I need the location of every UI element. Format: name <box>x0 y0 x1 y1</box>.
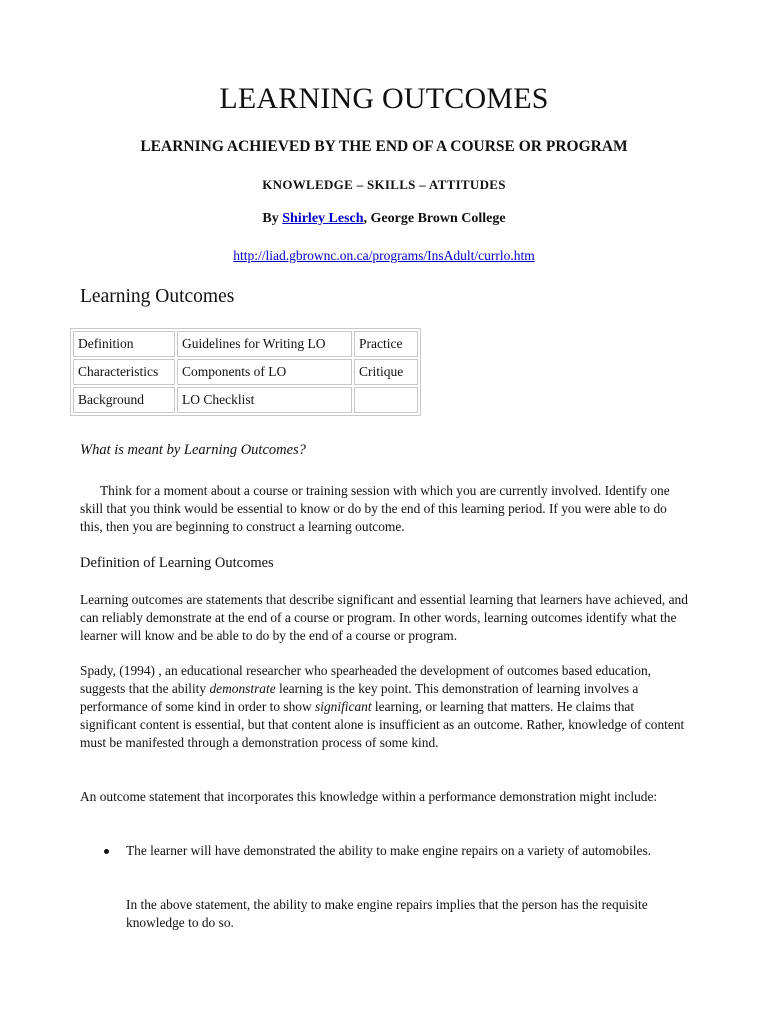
document-tagline: KNOWLEDGE – SKILLS – ATTITUDES <box>262 177 506 192</box>
intro-paragraph: Think for a moment about a course or training session with which you are currently involved. Identify one skill that you think would be essential to know or do by the end of this learning period. If you were able to do this, then you are beginning to construct a learning outcome. <box>80 483 670 534</box>
byline-suffix: , George Brown College <box>363 211 506 226</box>
emphasis-text: significant <box>315 699 372 714</box>
table-cell[interactable]: Critique <box>354 359 418 385</box>
section-heading: Learning Outcomes <box>80 286 235 307</box>
topics-table <box>70 328 421 416</box>
bullet-icon <box>104 849 109 854</box>
text-span: learning is the key point. This demonstration of learning involves a performance of some kind in order to show <box>80 681 639 714</box>
definition-heading: Definition of Learning Outcomes <box>80 555 274 571</box>
document-subtitle: LEARNING ACHIEVED BY THE END OF A COURSE OR PROGRAM <box>140 138 628 155</box>
text-span: Spady, (1994) , an educational researcher who spearheaded the development of outcomes based education, suggests that the ability <box>80 663 651 696</box>
source-url-line <box>0 248 768 264</box>
byline-prefix: By <box>262 211 283 226</box>
table-row <box>73 331 418 357</box>
table-cell[interactable]: Definition <box>73 331 175 357</box>
table-cell-empty <box>354 387 418 413</box>
table-cell[interactable]: Background <box>73 387 175 413</box>
list-item-note: In the above statement, the ability to make engine repairs implies that the person has the requisite knowledge to do so. <box>126 897 648 930</box>
emphasis-text: demonstrate <box>209 681 276 696</box>
text-span: learning, or learning that matters. He claims that significant content is essential, but that content alone is insufficient as an outcome. Rather, knowledge of content must be manifested through a demonstration process of some kind. <box>80 699 685 750</box>
table-cell[interactable]: Characteristics <box>73 359 175 385</box>
outcome-paragraph: An outcome statement that incorporates this knowledge within a performance demonstration might include: <box>80 789 658 804</box>
table-row <box>73 387 418 413</box>
spady-paragraph <box>80 662 690 752</box>
author-link[interactable]: Shirley Lesch <box>282 211 364 226</box>
definition-paragraph: Learning outcomes are statements that describe significant and essential learning that learners have achieved, and can reliably demonstrate at the end of a course or program. In other words, learning outcomes identify what the learner will know and be able to do by the end of a course or program. <box>80 592 688 643</box>
source-url-link[interactable]: http://liad.gbrownc.on.ca/programs/InsAdult/currlo.htm <box>233 248 535 263</box>
byline <box>0 211 768 227</box>
table-cell[interactable]: Components of LO <box>177 359 352 385</box>
table-cell[interactable]: Guidelines for Writing LO <box>177 331 352 357</box>
list-item: The learner will have demonstrated the ability to make engine repairs on a variety of automobiles. <box>126 843 652 858</box>
table-cell[interactable]: Practice <box>354 331 418 357</box>
document-title: LEARNING OUTCOMES <box>219 82 549 115</box>
table-cell[interactable]: LO Checklist <box>177 387 352 413</box>
question-heading: What is meant by Learning Outcomes? <box>80 442 306 458</box>
table-row <box>73 359 418 385</box>
